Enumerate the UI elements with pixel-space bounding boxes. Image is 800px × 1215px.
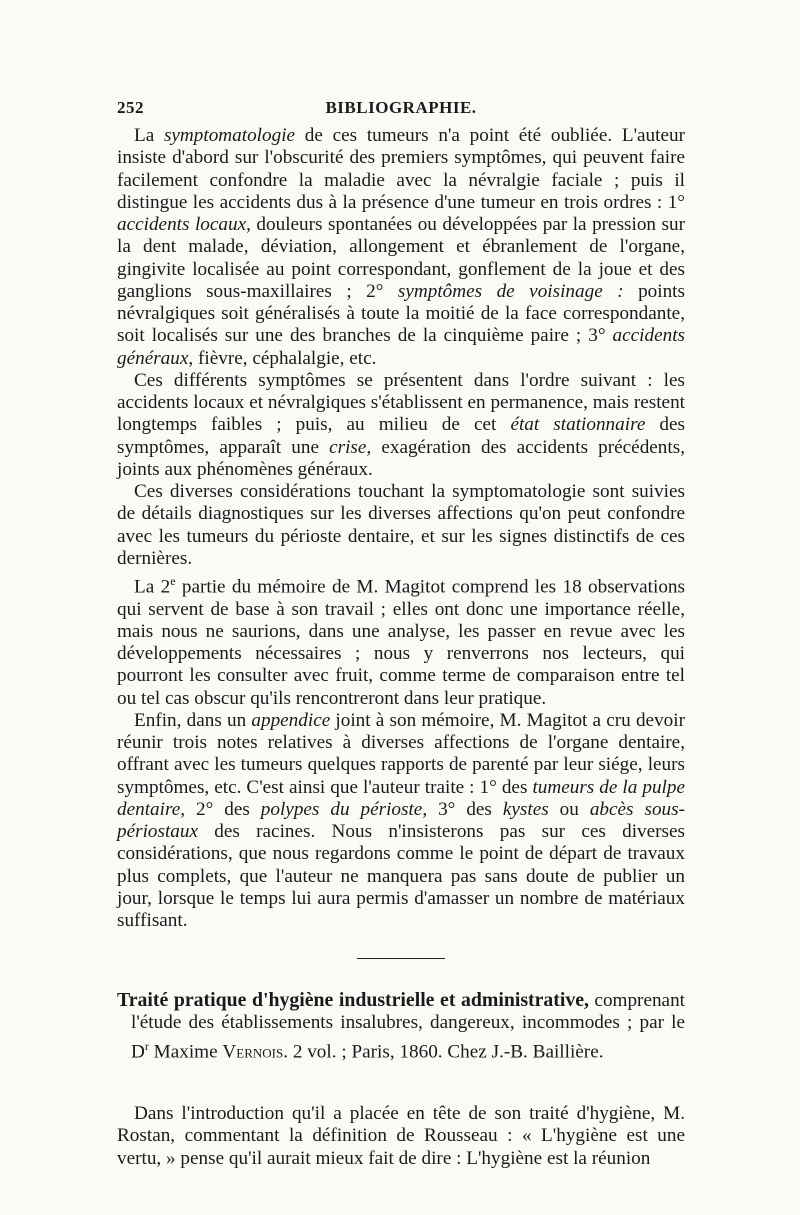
italic-term: symptômes de voisinage : [397, 280, 624, 302]
italic-term: appendice [251, 709, 331, 731]
superscript: r [144, 1038, 149, 1053]
text-run: comprenant l'étude des établissements insalubres, dangereux, incommodes ; par le D [131, 990, 685, 1062]
italic-term: état stationnaire [510, 414, 646, 436]
italic-term: symptomatologie [163, 125, 296, 146]
running-title: BIBLIOGRAPHIE. [325, 98, 477, 117]
page-header [117, 98, 685, 122]
paragraph-diagnostics: Ces diverses considérations touchant la symptomatologie sont suivies de détails diagnostiques sur les diverses affections qu'on peut confondre avec les tumeurs du périoste dentaire, et sur les signes distinctifs de ces dernières. [117, 481, 685, 569]
text-run: Ces différents symptômes se présentent dans l'ordre suivant : les accidents locaux et névralgiques s'établissent en permanence, mais restent longtemps faibles ; puis, au milieu de cet [117, 369, 685, 436]
introduction-text [117, 1103, 685, 1170]
text-run: ou [548, 798, 590, 820]
italic-term: tumeurs de la pulpe dentaire, [117, 776, 685, 820]
italic-term: accidents locaux [117, 214, 247, 235]
text-run: Maxime [148, 1040, 223, 1062]
paragraph-order-of-symptoms [117, 370, 685, 481]
superscript: e [170, 574, 176, 588]
paragraph-observations [117, 570, 685, 710]
text-run: Enfin, dans un [134, 709, 252, 731]
text-run: joint à son mémoire, M. Magitot a cru devoir réunir trois notes relatives à diverses affections de l'organe dentaire, offrant avec les tumeurs quelques rapports de parenté par leur siége, leurs symptômes, etc. C'est ainsi que l'auteur traite : 1° des [117, 709, 685, 798]
text-run: . 2 vol. ; Paris, 1860. Chez J.-B. Baillière. [283, 1040, 604, 1062]
book-entry [117, 989, 685, 1063]
text-run: La 2 [134, 576, 171, 598]
section-divider [357, 958, 445, 959]
italic-term: polypes du périoste, [260, 798, 428, 820]
paragraph-symptomatology [117, 125, 685, 370]
text-run: , fièvre, céphalalgie, etc. [188, 347, 377, 369]
text-run: de ces tumeurs n'a point été oubliée. L'auteur insiste d'abord sur l'obscurité des premiers symptômes, qui peuvent faire facilement confondre la maladie avec la névralgie faciale ; puis il distingue les accidents dus à la présence d'une tumeur en trois ordres : 1° [117, 125, 685, 213]
text-run: , douleurs spontanées ou développées par la pression sur la dent malade, déviation, allongement et ébranlement de l'organe, gingivite localisée au point correspondant, gonflement de la joue et des ganglions sous-maxillaires ; 2° [117, 214, 685, 302]
text-run: 2° des [185, 798, 261, 820]
paragraph-introduction: Dans l'introduction qu'il a placée en tête de son traité d'hygiène, M. Rostan, commentant la définition de Rousseau : « L'hygiène est une vertu, » pense qu'il aurait mieux fait de dire : L'hygiène est la réunion [117, 1103, 685, 1169]
author-name: Vernois [222, 1040, 284, 1062]
text-run: La [134, 125, 164, 146]
italic-term: crise, [329, 436, 372, 458]
text-run: partie du mémoire de M. Magitot comprend les 18 observations qui servent de base à son travail ; elles ont donc une importance réelle, mais nous ne saurions, dans une analyse, les passer en revue avec les développements nécessaires ; nous y renverrons nos lecteurs, qui pourront les consulter avec fruit, comme terme de comparaison entre tel ou tel cas obscur qu'ils rencontreront dans leur pratique. [117, 576, 685, 709]
italic-term: kystes [502, 798, 549, 820]
text-run: des racines. Nous n'insisterons pas sur ces diverses considérations, que nous regardons comme le point de départ de travaux plus complets, que l'auteur ne manquera pas sans doute de publier un jour, lorsque le temps lui aura permis d'amasser un nombre de matériaux suffisant. [117, 821, 685, 932]
text-run: exagération des accidents précédents, joints aux phénomènes généraux. [117, 436, 685, 480]
review-text [117, 125, 685, 932]
page-number: 252 [117, 98, 144, 117]
text-run: des symptômes, apparaît une [117, 414, 685, 458]
book-citation [117, 989, 685, 1063]
book-title: Traité pratique d'hygiène industrielle et administrative, [117, 989, 589, 1011]
text-run: 3° des [427, 798, 503, 820]
paragraph-appendix [117, 710, 685, 933]
italic-term: abcès sous-périostaux [117, 798, 685, 843]
text-run: points névralgiques soit généralisés à toute la moitié de la face correspondante, soit localisés sur une des branches de la cinquième paire ; 3° [117, 280, 685, 347]
italic-term: accidents généraux [117, 325, 685, 369]
